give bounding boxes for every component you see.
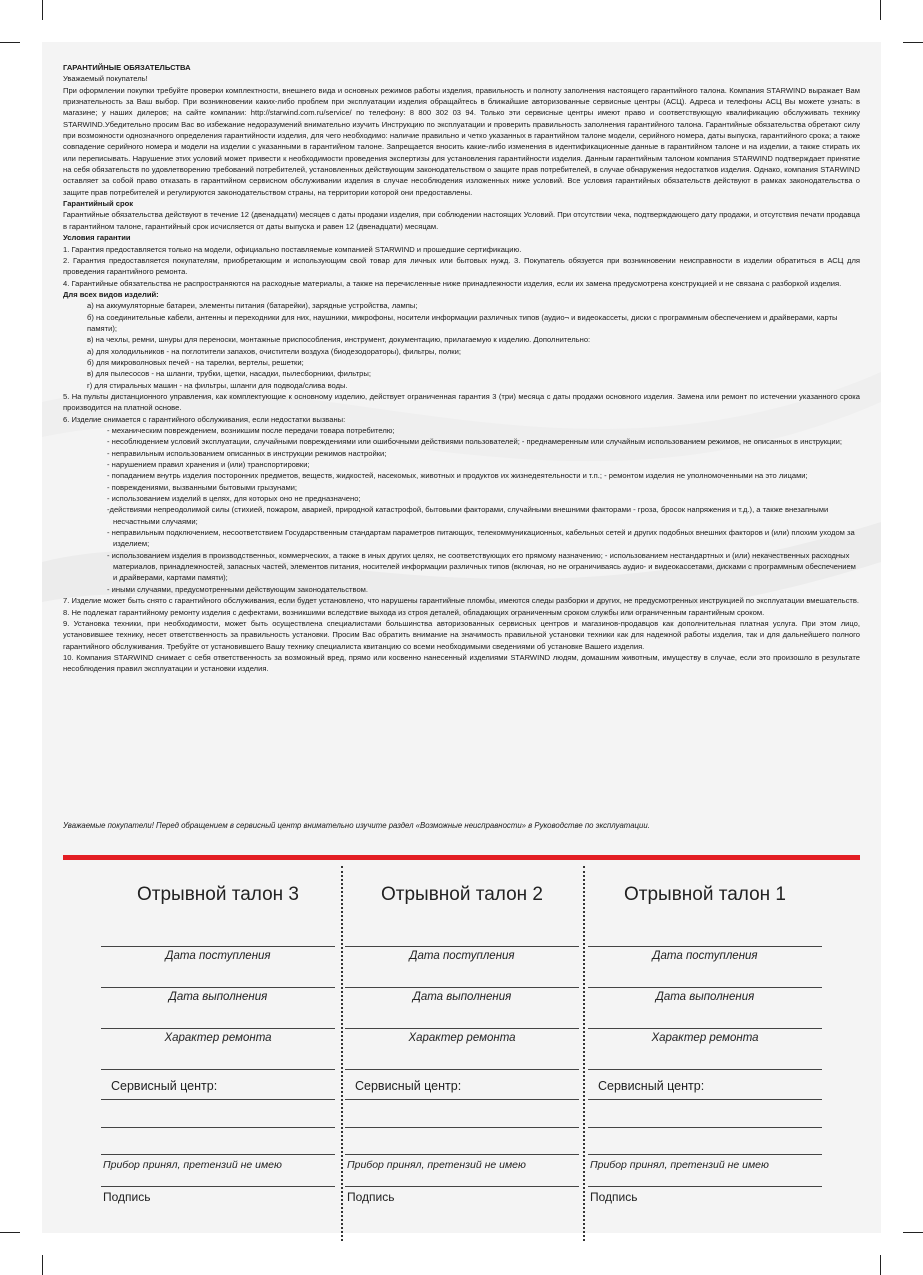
section-heading: ГАРАНТИЙНЫЕ ОБЯЗАТЕЛЬСТВА [63, 63, 191, 72]
field-line [345, 946, 579, 947]
coupon-1 [588, 866, 822, 1236]
coupon-title: Отрывной талон 3 [136, 884, 299, 905]
crop-mark [0, 42, 20, 43]
coupon-3 [101, 866, 335, 1236]
condition-2: 2. Гарантия предоставляется покупателям, приобретающим и использующим свой товар для личных или бытовых нужд. 3. Покупатель обязуется при возникновении неисправности в изделии обратиться в АСЦ для проведения гарантийного ремонта. [63, 255, 860, 277]
field-line [101, 987, 335, 988]
field-line [345, 1069, 579, 1070]
list-item: - использованием изделия в производственных, коммерческих, а также в иных других целях, не соответствующих его прямому назначению; - использованием нестандартных и (или) некачественных расходных материалов, принадлежностей, запасных частей, элементов питания, носителей информации различных типов (включая, но не ограничиваясь аудио- и видеокассетами, дисками с программным обеспечением и драйверами, картами памяти); [107, 550, 856, 583]
intro-paragraph: При оформлении покупки требуйте проверки комплектности, внешнего вида и основных режимов работы изделия, правильность и полноту заполнения настоящего гарантийного талона. Компания STARWIND выражает Вам признательность за Ваш выбор. При возникновении каких-либо проблем при эксплуатации изделия обращайтесь в ближайшие авторизованные сервисные центры (АСЦ). Адреса и телефоны АСЦ Вы можете узнать: в магазине; у наших дилеров; на сайте компании: http://starwind.com.ru/service/ по телефону: 8 800 302 03 94. Только эти сервисные центры имеют право и соответствующую квалификацию обслуживать технику STARWIND.Убедительно просим Вас во избежание недоразумений внимательно изучить Инструкцию по эксплуатации и проверить правильность заполнения гарантийного талона. Гарантийные обязательства обретают силу при возможности однозначного определения гарантийности изделия, для чего необходимо: наличие правильно и четко указанных в гарантийном талоне модели, серийного номера, даты выпуска, гарантийного срока; а также совпадение серийного номера и модели на изделии с указанными в гарантийном талоне. Запрещается вносить какие-либо изменения в идентификационные данные в гарантийном талоне и на изделии, а также стирать их или переписывать. Нарушение этих условий может привести к необходимости проведения экспертизы для установления гарантийности изделия. Данным гарантийным талоном компания STARWIND подтверждает принятие на себя обязательств по удовлетворению требований потребителей, установленных действующим законодательством о защите прав потребителей, в случае обнаружения недостатков изделия. Однако, компания STARWIND оставляет за собой право отказать в гарантийном сервисном обслуживании изделия в случае несоблюдения изложенных ниже условий. Все условия гарантийных обязательств действуют в рамках законодательства о защите прав потребителей и регулируются законодательством страны, на территории которой они предоставлены. [63, 85, 860, 197]
warranty-text [63, 62, 860, 675]
all-types-heading: Для всех видов изделий: [63, 289, 159, 299]
field-line [588, 1154, 822, 1155]
field-line [345, 1028, 579, 1029]
list-item: а) на аккумуляторные батареи, элементы питания (батарейки), зарядные устройства, лампы; [87, 301, 418, 311]
field-line [101, 1069, 335, 1070]
condition-7: 7. Изделие может быть снято с гарантийного обслуживания, если будет установлено, что нарушены гарантийные пломбы, имеются следы разборки и других, не предусмотренных инструкцией по эксплуатации вмешательств. [63, 596, 860, 606]
service-center-label: Сервисный центр: [111, 1079, 218, 1093]
condition-4: 4. Гарантийные обязательства не распространяются на расходные материалы, а также на перечисленные ниже принадлежности изделия, если их замена предусмотрена конструкцией и не связана с разборкой изделия. [63, 278, 842, 288]
list-item: б) на соединительные кабели, антенны и переходники для них, наушники, микрофоны, носители информации различных типов (аудио¬ и видеокассеты, диски с программным обеспечением и драйверами, карты памяти); [87, 312, 838, 333]
field-line [588, 1099, 822, 1100]
date-received-label: Дата поступления [409, 950, 515, 962]
list-item: - несоблюдением условий эксплуатации, случайными повреждениями или ошибочными действиями пользователей; - преднамеренным или случайным использованием режимов, не описанных в инструкции; [107, 437, 843, 447]
coupon-title: Отрывной талон 2 [380, 884, 543, 905]
condition-8: 8. Не подлежат гарантийному ремонту изделия с дефектами, возникшими вследствие выхода из строя деталей, обладающих ограниченным сроком службы или ограниченным гарантийным сроком. [63, 607, 765, 617]
conditions-heading: Условия гарантии [63, 233, 131, 243]
date-completed-label: Дата выполнения [168, 991, 268, 1003]
date-received-label: Дата поступления [165, 950, 271, 962]
crop-mark [903, 1232, 923, 1233]
list-item: -действиями непреодолимой силы (стихией, пожаром, аварией, природной катастрофой, бытовыми факторами, случайными внешними факторами - гроза, бросок напряжения и т.д.), а также внезапными несчастными случаями; [107, 505, 829, 526]
list-item: - повреждениями, вызванными бытовыми грызунами; [107, 482, 298, 492]
term-heading: Гарантийный срок [63, 199, 134, 209]
coupon-2 [345, 866, 579, 1236]
field-line [588, 1127, 822, 1128]
list-item: - попаданием внутрь изделия посторонних предметов, веществ, жидкостей, насекомых, животных и продуктов их жизнедеятельности и т.п.; - ремонтом изделия не уполномоченными на это лицами; [107, 471, 808, 481]
condition-1: 1. Гарантия предоставляется только на модели, официально поставляемые компанией STARWIND и прошедшие сертификацию. [63, 244, 522, 254]
list-item: - использованием изделий в целях, для которых оно не предназначено; [107, 494, 361, 504]
condition-9: 9. Установка техники, при необходимости, может быть осуществлена специалистами большинства авторизованных сервисных центров и магазинов-продавцов как дополнительная платная услуга. При этом лицо, установившее технику, несет ответственность за правильность установки. Просим Вас обратить внимание на значимость правильной установки техники как для надежной работы изделия, так и для дальнейшего полного гарантийного обслуживания. Требуйте от установившего Вашу технику специалиста квитанцию со всеми необходимыми сведениями об установке Вашего изделия. [63, 618, 860, 651]
field-line [588, 946, 822, 947]
crop-mark [880, 1255, 881, 1275]
list-item: - механическим повреждением, возникшим после передачи товара потребителю; [107, 426, 395, 435]
field-line [101, 1154, 335, 1155]
field-line [345, 987, 579, 988]
list-item: - неправильным использованием описанных в инструкции режимов настройки; [107, 448, 387, 458]
field-line [101, 1028, 335, 1029]
field-line [345, 1099, 579, 1100]
customer-note: Уважаемые покупатели! Перед обращением в сервисный центр внимательно изучите раздел «Возможные неисправности» в Руководстве по эксплуатации. [63, 821, 650, 830]
accepted-statement: Прибор принял, претензий не имею [347, 1159, 526, 1171]
list-item: - иными случаями, предусмотренными действующим законодательством. [107, 584, 369, 594]
condition-10: 10. Компания STARWIND снимает с себя ответственность за возможный вред, прямо или косвенно нанесенный изделиями STARWIND людям, домашним животным, имуществу в случае, если это произошло в результате несоблюдения правил эксплуатации и установки изделия. [63, 652, 860, 674]
greeting: Уважаемый покупатель! [63, 74, 148, 84]
field-line [101, 1186, 335, 1187]
accepted-statement: Прибор принял, претензий не имею [590, 1159, 769, 1171]
list-item: а) для холодильников - на поглотители запахов, очистители воздуха (биодезодораторы), фильтры, полки; [87, 346, 461, 356]
field-line [345, 1154, 579, 1155]
repair-type-label: Характер ремонта [164, 1032, 272, 1044]
list-item: в) на чехлы, ремни, шнуры для переноски, монтажные приспособления, инструмент, документацию, прилагаемую к изделию. Дополнительно: [87, 335, 591, 345]
field-line [101, 1099, 335, 1100]
accepted-statement: Прибор принял, претензий не имею [103, 1159, 282, 1171]
field-line [101, 1127, 335, 1128]
date-completed-label: Дата выполнения [412, 991, 512, 1003]
signature-label: Подпись [347, 1190, 395, 1204]
coupon-title: Отрывной талон 1 [623, 884, 786, 905]
tear-line [583, 866, 585, 1241]
field-line [588, 1028, 822, 1029]
field-line [588, 1186, 822, 1187]
date-received-label: Дата поступления [652, 950, 758, 962]
signature-label: Подпись [590, 1190, 638, 1204]
repair-type-label: Характер ремонта [408, 1032, 516, 1044]
crop-mark [42, 0, 43, 20]
list-item: б) для микроволновых печей - на тарелки, вертелы, решетки; [87, 357, 304, 367]
service-center-label: Сервисный центр: [355, 1079, 462, 1093]
list-item: - неправильным подключением, несоответствием Государственным стандартам параметров питающих, телекоммуникационных, кабельных сетей и других подобных внешних факторов и (или) плохим уходом за изделием; [107, 528, 855, 549]
field-line [345, 1127, 579, 1128]
condition-6: 6. Изделие снимается с гарантийного обслуживания, если недостатки вызваны: [63, 414, 346, 424]
list-item: г) для стиральных машин - на фильтры, шланги для подвода/слива воды. [87, 380, 348, 390]
condition-5: 5. На пульты дистанционного управления, как комплектующие к основному изделию, действует ограниченная гарантия 3 (три) месяца с даты продажи основного изделия. Замена или ремонт по истечении указанного срока производится на платной основе. [63, 391, 860, 413]
service-center-label: Сервисный центр: [598, 1079, 705, 1093]
field-line [588, 1069, 822, 1070]
crop-mark [903, 42, 923, 43]
field-line [101, 946, 335, 947]
term-paragraph: Гарантийные обязательства действуют в течение 12 (двенадцати) месяцев с даты продажи изделия, при соблюдении настоящих Условий. При отсутствии чека, подтверждающего дату продажи, и отсутствия печати продавца в гарантийном талоне, гарантийный срок исчисляется от даты выпуска и равен 12 (двенадцати) месяцам. [63, 210, 860, 231]
date-completed-label: Дата выполнения [655, 991, 755, 1003]
signature-label: Подпись [103, 1190, 151, 1204]
repair-type-label: Характер ремонта [651, 1032, 759, 1044]
red-divider [63, 855, 860, 860]
tear-line [341, 866, 343, 1241]
crop-mark [880, 0, 881, 20]
crop-mark [0, 1232, 20, 1233]
list-item: - нарушением правил хранения и (или) транспортировки; [107, 460, 310, 470]
field-line [588, 987, 822, 988]
list-item: в) для пылесосов - на шланги, трубки, щетки, насадки, пылесборники, фильтры; [87, 369, 371, 379]
crop-mark [42, 1255, 43, 1275]
field-line [345, 1186, 579, 1187]
